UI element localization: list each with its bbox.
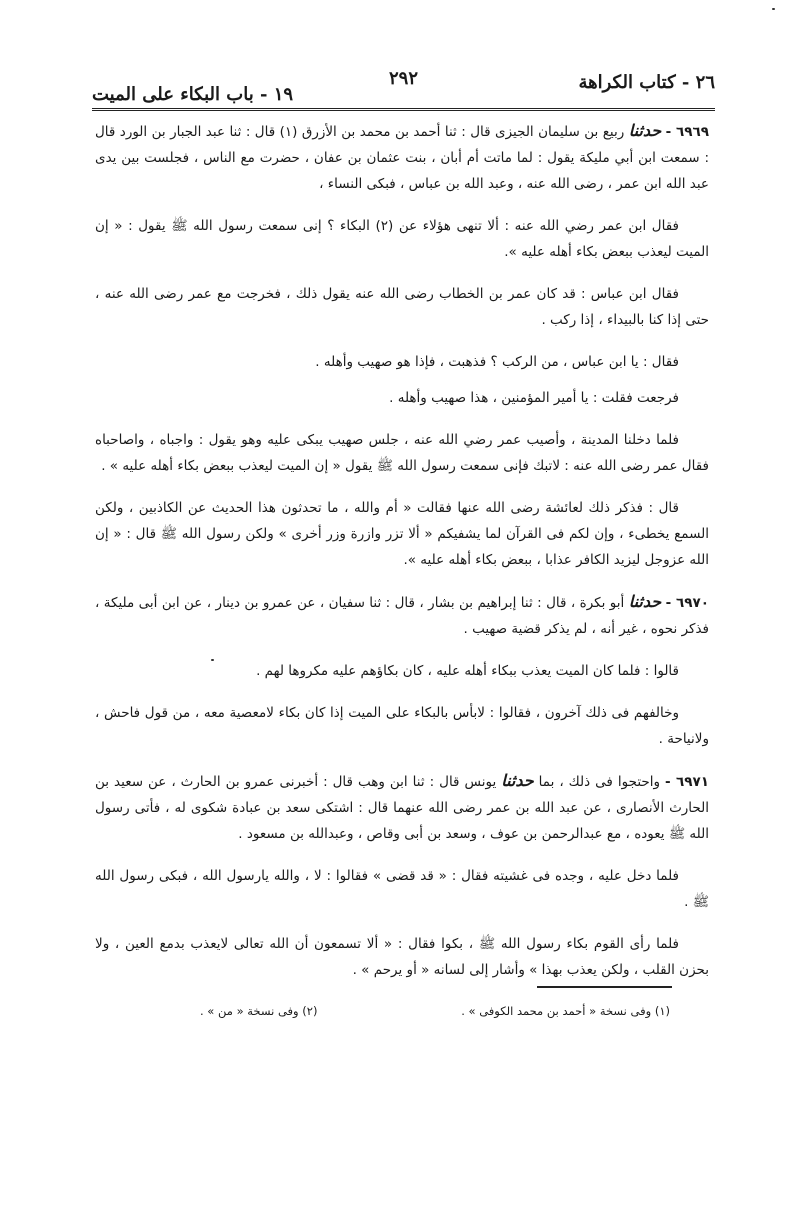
- paragraph: قالوا : فلما كان الميت يعذب ببكاء أهله عليه ، كان بكاؤهم عليه مكروها لهم .: [256, 663, 679, 679]
- footnote-divider: [537, 986, 672, 988]
- haddathana-lead: حدثنا: [501, 771, 534, 790]
- header-divider: [92, 108, 715, 111]
- running-header: [92, 66, 715, 106]
- paragraph: فقال ابن عباس : قد كان عمر بن الخطاب رضى الله عنه يقول ذلك ، فخرجت مع عمر رضى الله عنه ، حتى إذا كنا بالبيداء ، إذا ركب .: [95, 286, 709, 328]
- paragraph: فلما رأى القوم بكاء رسول الله ﷺ ، بكوا فقال : « ألا تسمعون أن الله تعالى لايعذب بدمع العين ، ولا بحزن القلب ، ولكن يعذب بهذا » وأشار إلى لسانه « أو يرحم » .: [95, 936, 709, 978]
- paragraph: قال : فذكر ذلك لعائشة رضى الله عنها فقالت « أم والله ، ما تحدثون هذا الحديث عن الكاذبين ، ولكن السمع يخطىء ، وإن لكم فى القرآن لما يشفيكم « ألا تزر وازرة وزر أخرى » ولكن رسول الله ﷺ قال : « إن الله عزوجل ليزيد الكافر عذابا ، ببعض بكاء أهله عليه ».: [95, 500, 709, 568]
- hadith-number: ٦٩٦٩ -: [665, 124, 709, 140]
- haddathana-lead: حدثنا: [628, 121, 662, 140]
- page-number: ٢٩٢: [388, 68, 418, 89]
- hadith-text: أبو بكرة ، قال : ثنا إبراهيم بن بشار ، قال : ثنا سفيان ، عن عمرو بن دينار ، عن ابن أبى مليكة ، فذكر نحوه ، غير أنه ، لم يذكر قضية صهيب .: [95, 595, 709, 637]
- hadith-6970: [95, 589, 709, 642]
- hadith-text: ربيع بن سليمان الجيزى قال : ثنا أحمد بن محمد بن الأزرق (١) قال : ثنا عبد الجبار بن الورد قال : سمعت ابن أبي مليكة يقول : لما ماتت أم أبان ، بنت عثمان بن عفان ، حضرت مع الناس ، فجلست بين يدى عبد الله ابن عمر ، رضى الله عنه ، وعبد الله بن عباس ، فبكى النساء ،: [95, 124, 709, 192]
- footnote-2: (٢) وفى نسخة « من » .: [200, 1004, 318, 1018]
- main-text: [95, 118, 709, 999]
- paragraph: فقال : يا ابن عباس ، من الركب ؟ فذهبت ، فإذا هو صهيب وأهله .: [315, 354, 679, 370]
- chapter-title: ١٩ - باب البكاء على الميت: [92, 84, 294, 105]
- paragraph: فقال ابن عمر رضي الله عنه : ألا تنهى هؤلاء عن (٢) البكاء ؟ إنى سمعت رسول الله ﷺ يقول : « إن الميت ليعذب ببعض بكاء أهله عليه ».: [95, 218, 709, 260]
- scan-speck: [211, 659, 214, 661]
- hadith-6971: [95, 768, 709, 847]
- scan-speck: [772, 8, 775, 10]
- paragraph: وخالفهم فى ذلك آخرون ، فقالوا : لابأس بالبكاء على الميت إذا كان بكاء لامعصية معه ، من قول فاحش ، ولانياحة .: [95, 705, 709, 747]
- paragraph: فلما دخل عليه ، وجده فى غشيته فقال : « قد قضى » فقالوا : لا ، والله يارسول الله ، فبكى رسول الله ﷺ .: [95, 868, 709, 910]
- paragraph: فلما دخلنا المدينة ، وأصيب عمر رضي الله عنه ، جلس صهيب يبكى عليه وهو يقول : واجباه ، واصاحباه فقال عمر رضى الله عنه : لاتبك فإنى سمعت رسول الله ﷺ يقول « إن الميت ليعذب ببعض بكاء أهله عليه » .: [95, 432, 709, 474]
- paragraph: فرجعت فقلت : يا أمير المؤمنين ، هذا صهيب وأهله .: [389, 390, 679, 406]
- hadith-6969: [95, 118, 709, 197]
- hadith-prefix: واحتجوا فى ذلك ، بما: [538, 774, 661, 790]
- footnote-1: (١) وفى نسخة « أحمد بن محمد الكوفى » .: [461, 1004, 670, 1018]
- hadith-text: يونس قال : ثنا ابن وهب قال : أخبرنى عمرو بن الحارث ، عن سعيد بن الحارث الأنصارى ، عن عبد الله بن عمر رضى الله عنهما قال : اشتكى سعد بن عبادة شكوى له ، فأتى رسول الله ﷺ يعوده ، مع عبدالرحمن بن عوف ، وسعد بن أبى وقاص ، وعبدالله بن مسعود .: [95, 774, 709, 842]
- haddathana-lead: حدثنا: [628, 592, 662, 611]
- hadith-number: ٦٩٧٠ -: [665, 595, 709, 611]
- hadith-number: ٦٩٧١ -: [665, 774, 709, 790]
- footnotes: [200, 1004, 670, 1030]
- book-title: ٢٦ - كتاب الكراهة: [578, 72, 715, 93]
